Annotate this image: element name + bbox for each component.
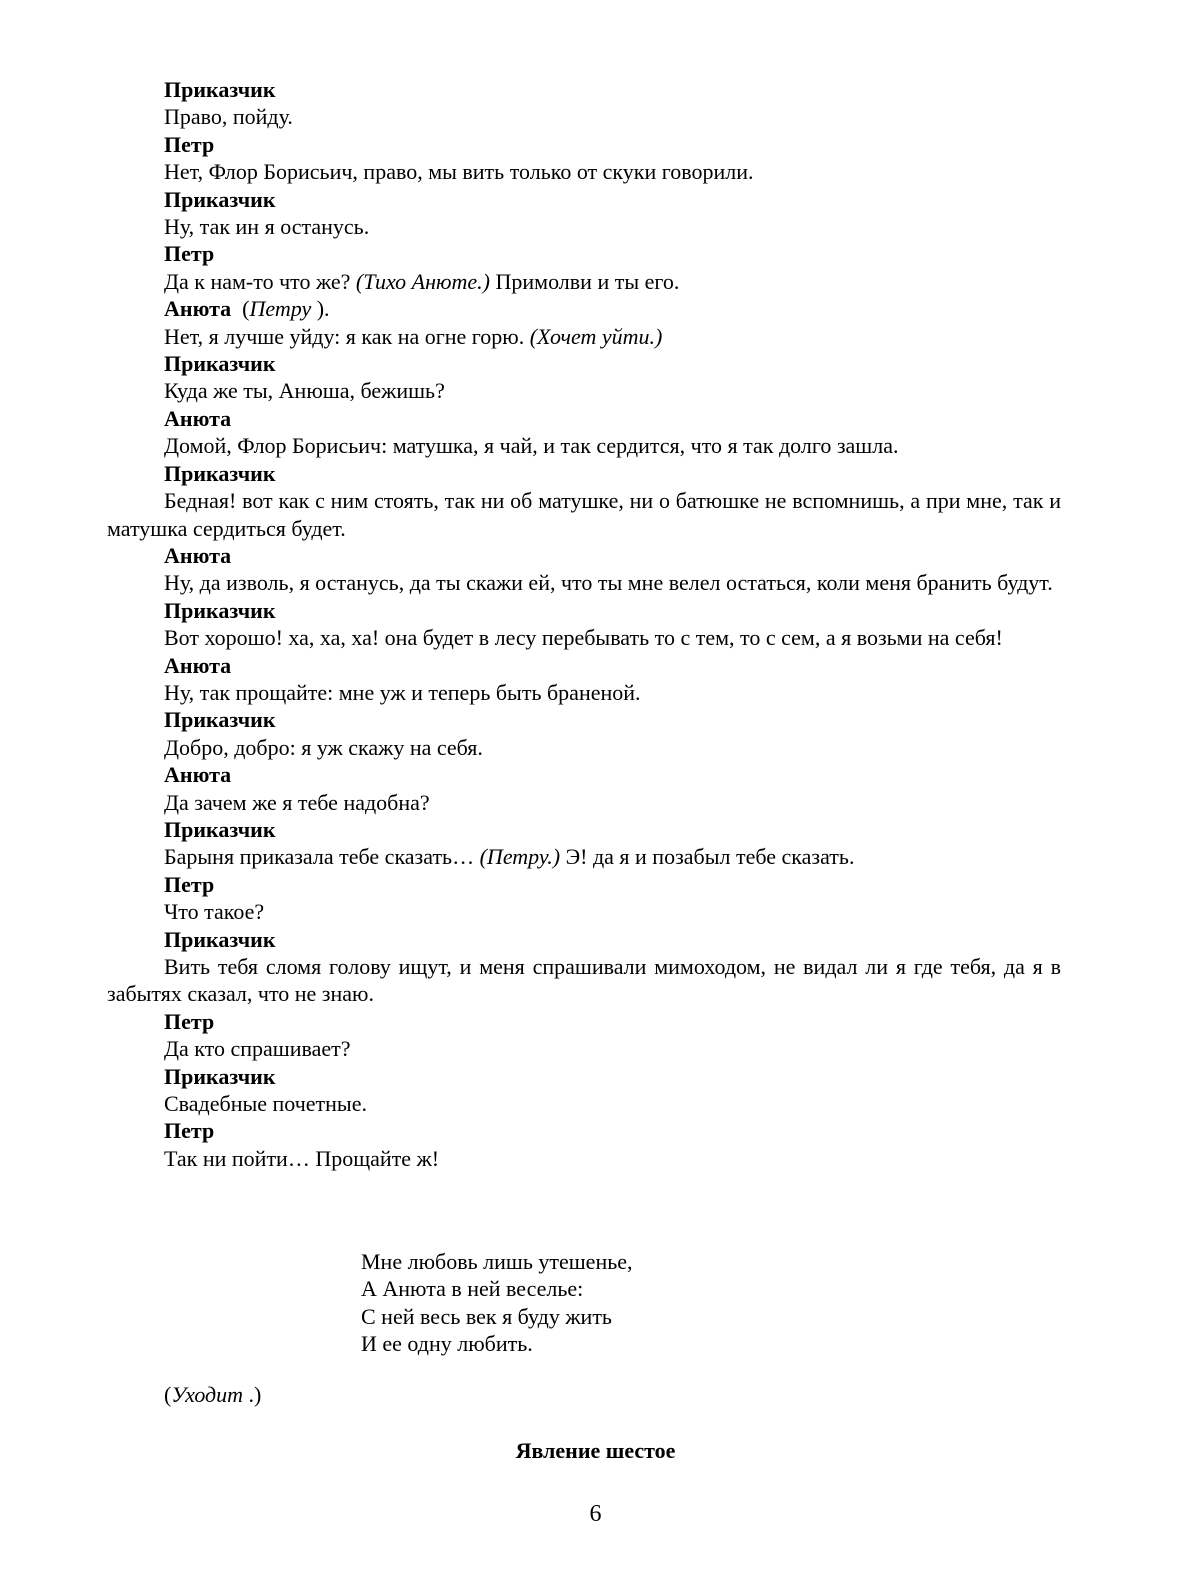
exit-close: .) [243,1382,262,1407]
spoken-line: Да кто спрашивает? [164,1036,351,1062]
line-text: Э! да я и позабыл тебе сказать. [560,844,855,870]
stage-direction: (Хочет уйти.) [529,323,663,349]
speaker-name: Петр [164,1008,215,1034]
speaker-name: Приказчик [164,460,276,486]
scene-heading: Явление шестое [515,1438,676,1463]
spoken-line: Так ни пойти… Прощайте ж! [164,1145,440,1171]
speaker-label: Анюта [164,296,232,322]
stage-direction: (Петру.) [479,844,561,870]
spoken-line [107,268,1061,295]
song-verse [361,1248,633,1358]
spoken-line: Добро, добро: я уж скажу на себя. [164,734,483,760]
spoken-line: Вить тебя сломя голову ищут, и меня спрашивали мимоходом, не видал ли я где тебя, да я в забытях сказал, что не знаю. [107,954,1061,1007]
spoken-line: Ну, так прощайте: мне уж и теперь быть браненой. [164,679,641,705]
speaker-name: Петр [164,871,215,897]
speaker-name: Приказчик [164,186,276,212]
page-number: 6 [589,1501,602,1527]
speaker-note-open: ( [242,296,250,322]
exit-open: ( [164,1382,172,1407]
speaker-name: Приказчик [164,816,276,842]
speaker-note: Петру [249,296,312,322]
verse-line: Мне любовь лишь утешенье, [361,1249,633,1274]
spoken-line: Свадебные почетные. [164,1091,367,1117]
verse-line: С ней весь век я буду жить [361,1303,612,1329]
speaker-name: Приказчик [164,351,276,377]
spoken-line: Что такое? [164,899,265,925]
speaker-name: Приказчик [164,597,276,623]
dialogue-block [107,76,1061,1172]
spoken-line: Да зачем же я тебе надобна? [164,789,430,815]
spoken-line: Домой, Флор Борисьич: матушка, я чай, и так сердится, что я так долго зашла. [164,433,899,459]
verse-line: И ее одну любить. [361,1331,533,1357]
exit-stage-direction [164,1381,261,1408]
speaker-name: Петр [164,241,215,267]
exit-text: Уходит [171,1382,244,1407]
speaker-name: Анюта [164,762,232,788]
line-text: Барыня приказала тебе сказать… [164,844,480,870]
speaker-note-close: ). [316,296,330,322]
speaker-name: Приказчик [164,1063,276,1089]
spoken-line: Вот хорошо! ха, ха, ха! она будет в лесу перебывать то с тем, то с сем, а я возьми на себя! [164,625,1003,651]
speaker-name: Петр [164,1118,215,1144]
speaker-name: Приказчик [164,926,276,952]
verse-line: А Анюта в ней веселье: [361,1276,584,1302]
spoken-line: Бедная! вот как с ним стоять, так ни об матушке, ни о батюшке не вспомнишь, а при мне, так и матушка сердиться будет. [107,488,1061,541]
speaker-name: Приказчик [164,77,276,102]
stage-direction: (Тихо Анюте.) [355,268,491,294]
speaker-name: Анюта [164,542,232,568]
speaker-name [107,295,1061,322]
line-text: Да к нам-то что же? [164,268,356,294]
speaker-name: Анюта [164,405,232,431]
speaker-name: Анюта [164,652,232,678]
spoken-line: Ну, да изволь, я останусь, да ты скажи ей, что ты мне велел остаться, коли меня бранить будут. [164,570,1053,596]
spoken-line: Ну, так ин я останусь. [164,214,370,240]
speaker-name: Петр [164,131,215,157]
spoken-line: Право, пойду. [164,104,293,130]
speaker-name: Приказчик [164,707,276,733]
line-text: Нет, я лучше уйду: я как на огне горю. [164,323,530,349]
line-text: Примолви и ты его. [490,268,680,294]
spoken-line: Куда же ты, Анюша, бежишь? [164,378,445,404]
spoken-line: Нет, Флор Борисьич, право, мы вить только от скуки говорили. [164,159,754,185]
spoken-line [107,843,1061,870]
spoken-line [107,323,1061,350]
